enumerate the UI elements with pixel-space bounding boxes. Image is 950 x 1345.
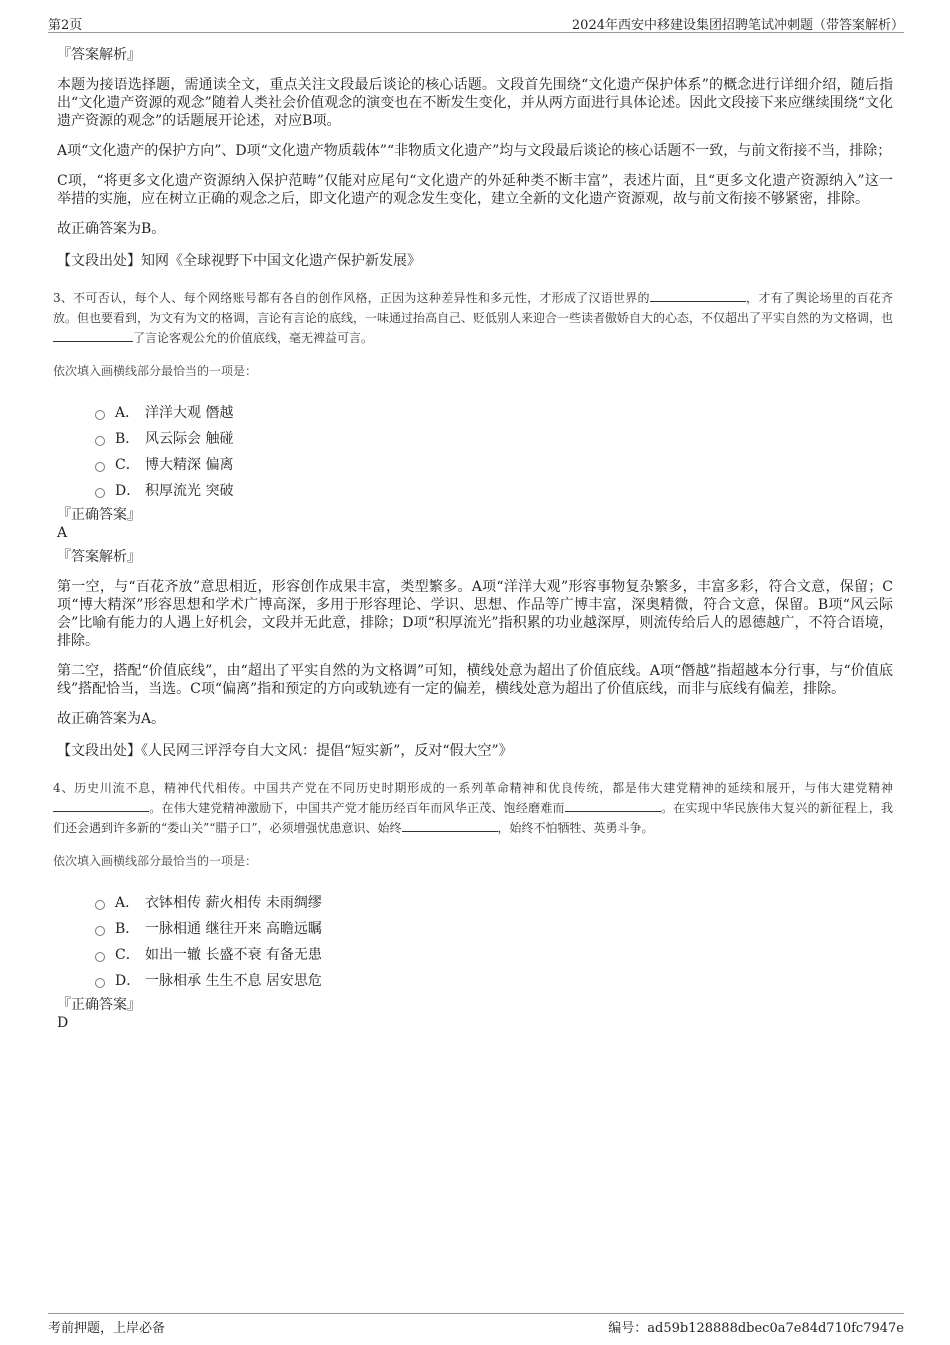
question-text-part: 。在实现中华民族伟大复兴的新征程上，我们还会遇到许多新的“娄山关”“腊子口”，必须增强忧患意识、始终 — [53, 801, 893, 835]
radio-icon[interactable] — [95, 462, 105, 472]
question-text-part: 3、不可否认，每个人、每个网络账号都有各自的创作风格，正因为这种差异性和多元性，才形成了汉语世界的 — [53, 291, 650, 305]
q4-section — [53, 778, 893, 1032]
analysis-label: 『答案解析』 — [57, 549, 141, 565]
option-letter: C． — [115, 947, 140, 963]
question-text-part: 了言论客观公允的价值底线，毫无裨益可言。 — [133, 331, 374, 345]
option-letter: D． — [115, 483, 141, 499]
analysis-label: 『答案解析』 — [57, 47, 141, 63]
page-number: 第2页 — [48, 18, 83, 33]
question-text — [53, 288, 893, 348]
option-d[interactable] — [95, 478, 893, 504]
answer-value: D — [57, 1015, 69, 1031]
question-text-part: 4、历史川流不息，精神代代相传。中国共产党在不同历史时期形成的一系列革命精神和优良传统，都是伟大建党精神的延续和展开，与伟大建党精神 — [53, 781, 893, 795]
answer-label: 『正确答案』 — [57, 997, 141, 1013]
option-letter: B． — [115, 921, 140, 937]
option-b[interactable] — [95, 426, 893, 452]
option-a[interactable] — [95, 400, 893, 426]
question-text-part: ，始终不怕牺牲、英勇斗争。 — [497, 821, 654, 835]
option-d[interactable] — [95, 968, 893, 994]
question-text-part: ，才有了舆论场里的百花齐放。但也要看到，为文有为文的格调，言论有言论的底线，一味通过抬高自己、贬低别人来迎合一些读者傲娇自大的心态，不仅超出了平实自然的为文格调，也 — [53, 291, 894, 325]
option-text: 风云际会 触碰 — [145, 431, 234, 447]
option-text: 洋洋大观 僭越 — [145, 405, 234, 421]
source-citation: 【文段出处】《人民网三评浮夸自大文风：提倡“短实新”，反对“假大空”》 — [57, 743, 513, 759]
option-list — [95, 400, 893, 504]
option-b[interactable] — [95, 916, 893, 942]
option-a[interactable] — [95, 890, 893, 916]
option-letter: B． — [115, 431, 140, 447]
answer-value: A — [57, 525, 68, 541]
question-prompt: 依次填入画横线部分最恰当的一项是： — [53, 854, 258, 868]
analysis-conclusion: 故正确答案为A。 — [57, 711, 166, 727]
page-header — [48, 14, 904, 33]
option-text: 如出一辙 长盛不衰 有备无患 — [145, 947, 322, 963]
page-footer — [48, 1313, 904, 1334]
option-list — [95, 890, 893, 994]
question-prompt: 依次填入画横线部分最恰当的一项是： — [53, 364, 258, 378]
analysis-paragraph: 第一空，与“百花齐放”意思相近，形容创作成果丰富，类型繁多。A项“洋洋大观”形容事物复杂繁多，丰富多彩，符合文意，保留；C项“博大精深”形容思想和学术广博高深，多用于形容理论、学识、思想、作品等广博丰富，深奥精微，符合文意，保留。B项“风云际会”比喻有能力的人遇上好机会，文段并无此意，排除；D项“积厚流光”指积累的功业越深厚，则流传给后人的恩德越广，不符合语境，排除。 — [57, 579, 893, 649]
main-content — [53, 42, 894, 1032]
fill-blank — [402, 819, 498, 832]
option-text: 博大精深 偏离 — [145, 457, 234, 473]
option-letter: C． — [115, 457, 140, 473]
source-citation: 【文段出处】知网《全球视野下中国文化遗产保护新发展》 — [57, 253, 421, 269]
option-text: 一脉相承 生生不息 居安思危 — [145, 973, 322, 989]
fill-blank — [650, 289, 746, 302]
answer-label: 『正确答案』 — [57, 507, 141, 523]
option-letter: A． — [115, 405, 140, 421]
option-letter: D． — [115, 973, 141, 989]
fill-blank — [53, 799, 149, 812]
fill-blank — [565, 799, 661, 812]
footer-slogan: 考前押题，上岸必备 — [48, 1321, 166, 1336]
document-title: 2024年西安中移建设集团招聘笔试冲刺题（带答案解析） — [571, 18, 904, 33]
question-text-part: 。在伟大建党精神激励下，中国共产党才能历经百年而风华正茂、饱经磨难而 — [149, 801, 565, 815]
radio-icon[interactable] — [95, 952, 105, 962]
analysis-paragraph: A项“文化遗产的保护方向”、D项“文化遗产物质载体”“非物质文化遗产”均与文段最后谈论的核心话题不一致，与前文衔接不当，排除； — [57, 143, 892, 159]
option-text: 衣钵相传 薪火相传 未雨绸缪 — [145, 895, 322, 911]
fill-blank — [53, 329, 133, 342]
option-text: 积厚流光 突破 — [145, 483, 234, 499]
radio-icon[interactable] — [95, 436, 105, 446]
analysis-paragraph: C项，“将更多文化遗产资源纳入保护范畴”仅能对应尾句“文化遗产的外延种类不断丰富”，表述片面，且“更多文化遗产资源纳入”这一举措的实施，应在树立正确的观念之后，即文化遗产的观念发生变化，建立全新的文化遗产资源观，故与前文衔接不够紧密，排除。 — [57, 173, 893, 207]
option-c[interactable] — [95, 942, 893, 968]
radio-icon[interactable] — [95, 926, 105, 936]
q3-section — [53, 288, 894, 760]
radio-icon[interactable] — [95, 900, 105, 910]
question-text — [53, 778, 893, 838]
option-letter: A． — [115, 895, 140, 911]
document-id: 编号：ad59b128888dbec0a7e84d710fc7947e — [608, 1321, 904, 1336]
analysis-paragraph: 第二空，搭配“价值底线”，由“超出了平实自然的为文格调”可知，横线处意为超出了价值底线。A项“僭越”指超越本分行事，与“价值底线”搭配恰当，当选。C项“偏离”指和预定的方向或轨迹有一定的偏差，横线处意为超出了价值底线，而非与底线有偏差，排除。 — [57, 663, 893, 697]
analysis-conclusion: 故正确答案为B。 — [57, 221, 166, 237]
option-c[interactable] — [95, 452, 893, 478]
radio-icon[interactable] — [95, 978, 105, 988]
option-text: 一脉相通 继往开来 高瞻远瞩 — [145, 921, 322, 937]
q2-section — [57, 46, 893, 270]
radio-icon[interactable] — [95, 410, 105, 420]
radio-icon[interactable] — [95, 488, 105, 498]
analysis-paragraph: 本题为接语选择题，需通读全文，重点关注文段最后谈论的核心话题。文段首先围绕“文化遗产保护体系”的概念进行详细介绍，随后指出“文化遗产资源的观念”随着人类社会价值观念的演变也在不断发生变化，并从两方面进行具体论述。因此文段接下来应继续围绕“文化遗产资源的观念”的话题展开论述，对应B项。 — [57, 77, 893, 129]
